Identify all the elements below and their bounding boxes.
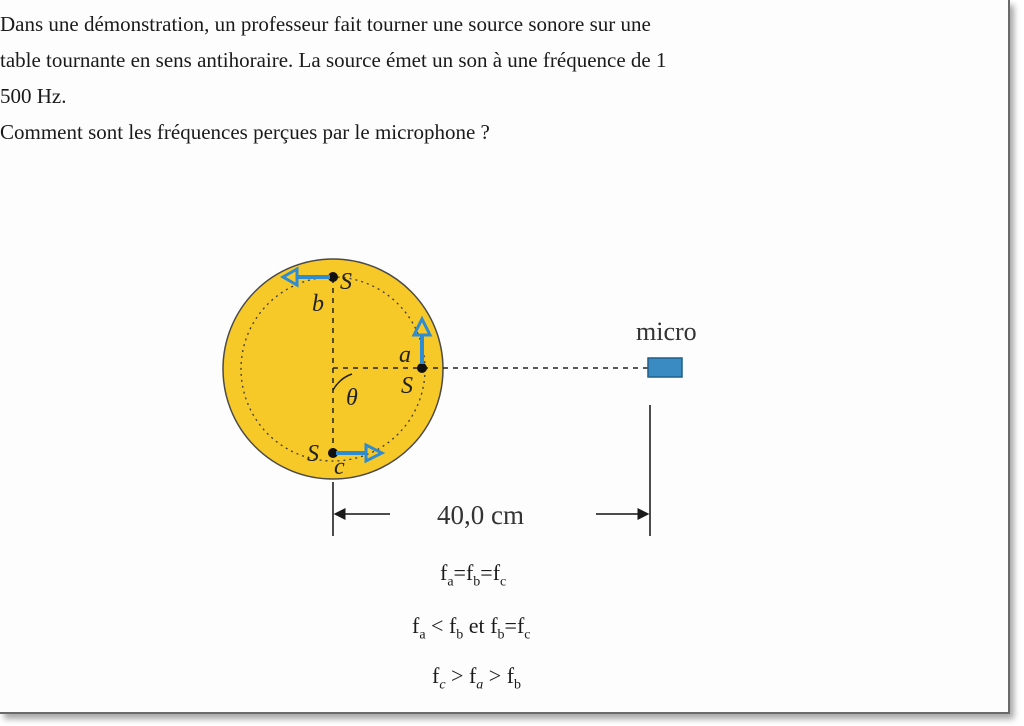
label-c: c [334, 454, 345, 480]
label-s-bottom: S [307, 441, 319, 467]
microphone [648, 358, 682, 377]
label-theta: θ [346, 385, 358, 411]
choice-3[interactable]: $f_c > f_a > f_b$ [432, 663, 522, 693]
question-line-3: 500 Hz. [0, 84, 67, 108]
distance-label: 40,0 cm [437, 500, 524, 530]
source-point-a [417, 363, 427, 373]
question-line-1: Dans une démonstration, un professeur fait tourner une source sonore sur une [0, 12, 651, 36]
label-b: b [312, 291, 324, 317]
label-a: a [399, 342, 411, 368]
label-s-top: S [340, 269, 352, 295]
choice-1[interactable]: $f_a=f_b=f_c$ [440, 560, 507, 590]
label-s-right: S [401, 373, 413, 399]
choice-2[interactable]: $f_a < f_b$ et $f_b=f_c$ [412, 613, 531, 643]
question-line-4: Comment sont les fréquences perçues par le microphone ? [0, 120, 490, 144]
micro-label: micro [636, 317, 697, 346]
question-line-2: table tournante en sens antihoraire. La source émet un son à une fréquence de 1 [0, 48, 667, 72]
